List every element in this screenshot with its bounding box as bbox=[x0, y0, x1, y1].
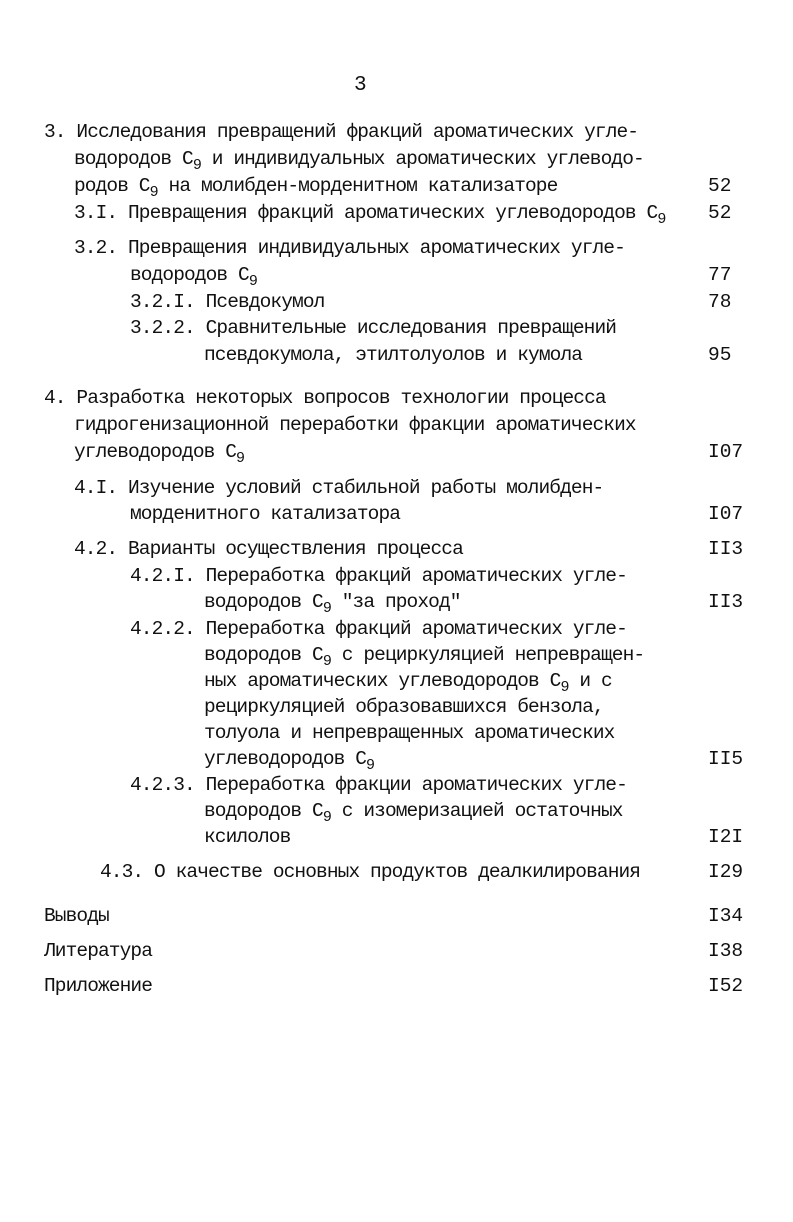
toc-page-conclusions: I34 bbox=[708, 905, 744, 927]
toc-text: водородов С bbox=[130, 264, 249, 286]
toc-text: водородов С bbox=[204, 591, 323, 613]
subscript: 9 bbox=[322, 600, 331, 617]
toc-page-literature: I38 bbox=[708, 940, 744, 962]
toc-entry-4-2-2-line2 bbox=[204, 642, 644, 670]
toc-page-4: I07 bbox=[708, 441, 744, 463]
toc-page-4-3: I29 bbox=[708, 861, 744, 883]
toc-text: и с bbox=[568, 670, 612, 692]
toc-entry-4-2-3-line2 bbox=[204, 798, 623, 826]
toc-entry-4-2-3-line1: 4.2.3. Переработка фракции ароматических угле- bbox=[130, 774, 627, 796]
toc-text: родов С bbox=[74, 175, 150, 197]
toc-page-3-2-2: 95 bbox=[708, 344, 732, 366]
toc-entry-3-2-2-line2: псевдокумола, этилтолуолов и кумола bbox=[204, 344, 583, 366]
toc-entry-literature: Литература bbox=[44, 940, 153, 962]
toc-entry-4-line1: 4. Разработка некоторых вопросов технологии процесса bbox=[44, 387, 606, 409]
toc-page-4-2-3: I2I bbox=[708, 826, 744, 848]
subscript: 9 bbox=[322, 653, 331, 670]
toc-page-3: 52 bbox=[708, 175, 732, 197]
toc-text: углеводородов С bbox=[204, 748, 367, 770]
toc-text: 3.I. Превращения фракций ароматических углеводородов С bbox=[74, 202, 658, 224]
toc-entry-3-2-line2 bbox=[130, 262, 257, 290]
toc-text: с рециркуляцией непревращен- bbox=[330, 644, 645, 666]
toc-entry-conclusions: Выводы bbox=[44, 905, 109, 927]
toc-entry-3-2-line1: 3.2. Превращения индивидуальных ароматических угле- bbox=[74, 237, 625, 259]
toc-entry-4-2-2-line4: рециркуляцией образовавшихся бензола, bbox=[204, 696, 604, 718]
toc-entry-4-2-2-line3 bbox=[204, 668, 612, 696]
subscript: 9 bbox=[366, 757, 375, 774]
subscript: 9 bbox=[560, 679, 569, 696]
toc-entry-4-line2: гидрогенизационной переработки фракции ароматических bbox=[74, 414, 636, 436]
toc-text: ных ароматических углеводородов С bbox=[204, 670, 561, 692]
subscript: 9 bbox=[248, 273, 257, 290]
toc-page-4-1: I07 bbox=[708, 503, 744, 525]
toc-entry-4-2-3-line3: ксилолов bbox=[204, 826, 291, 848]
toc-page-3-2: 77 bbox=[708, 264, 732, 286]
subscript: 9 bbox=[192, 157, 201, 174]
toc-entry-4-line3 bbox=[74, 439, 244, 467]
toc-entry-4-1-line1: 4.I. Изучение условий стабильной работы молибден- bbox=[74, 477, 604, 499]
toc-page-appendix: I52 bbox=[708, 975, 744, 997]
toc-text: углеводородов С bbox=[74, 441, 237, 463]
toc-text: и индивидуальных ароматических углеводо- bbox=[200, 148, 644, 170]
toc-page-3-1: 52 bbox=[708, 202, 732, 224]
page-number: 3 bbox=[354, 74, 367, 97]
toc-entry-4-3: 4.3. О качестве основных продуктов деалкилирования bbox=[100, 861, 641, 883]
toc-entry-4-2-1-line2 bbox=[204, 589, 461, 617]
toc-page-4-2: II3 bbox=[708, 538, 744, 560]
toc-entry-4-2-2-line5: толуола и непревращенных ароматических bbox=[204, 722, 615, 744]
toc-entry-3-2-1: 3.2.I. Псевдокумол bbox=[130, 291, 325, 313]
toc-entry-4-1-line2: морденитного катализатора bbox=[130, 503, 401, 525]
toc-text: водородов С bbox=[204, 644, 323, 666]
subscript: 9 bbox=[322, 809, 331, 826]
toc-entry-appendix: Приложение bbox=[44, 975, 153, 997]
toc-entry-3-2-2-line1: 3.2.2. Сравнительные исследования превращений bbox=[130, 317, 617, 339]
subscript: 9 bbox=[149, 184, 158, 201]
toc-entry-3-line3 bbox=[74, 173, 557, 201]
toc-entry-4-2-2-line6 bbox=[204, 746, 374, 774]
toc-entry-4-2-1-line1: 4.2.I. Переработка фракций ароматических угле- bbox=[130, 565, 627, 587]
toc-entry-3-1 bbox=[74, 200, 665, 228]
toc-text: на молибден-морденитном катализаторе bbox=[157, 175, 558, 197]
toc-entry-4-2-2-line1: 4.2.2. Переработка фракций ароматических угле- bbox=[130, 618, 627, 640]
toc-entry-3-line2 bbox=[74, 146, 644, 174]
subscript: 9 bbox=[657, 211, 666, 228]
toc-text: водородов С bbox=[74, 148, 193, 170]
toc-text: "за проход" bbox=[330, 591, 461, 613]
toc-entry-3-line1: 3. Исследования превращений фракций ароматических угле- bbox=[44, 121, 639, 143]
subscript: 9 bbox=[236, 450, 245, 467]
toc-page-4-2-1: II3 bbox=[708, 591, 744, 613]
toc-text: с изомеризацией остаточных bbox=[330, 800, 623, 822]
toc-text: водородов С bbox=[204, 800, 323, 822]
toc-entry-4-2: 4.2. Варианты осуществления процесса bbox=[74, 538, 463, 560]
toc-page-4-2-2: II5 bbox=[708, 748, 744, 770]
toc-page-3-2-1: 78 bbox=[708, 291, 732, 313]
